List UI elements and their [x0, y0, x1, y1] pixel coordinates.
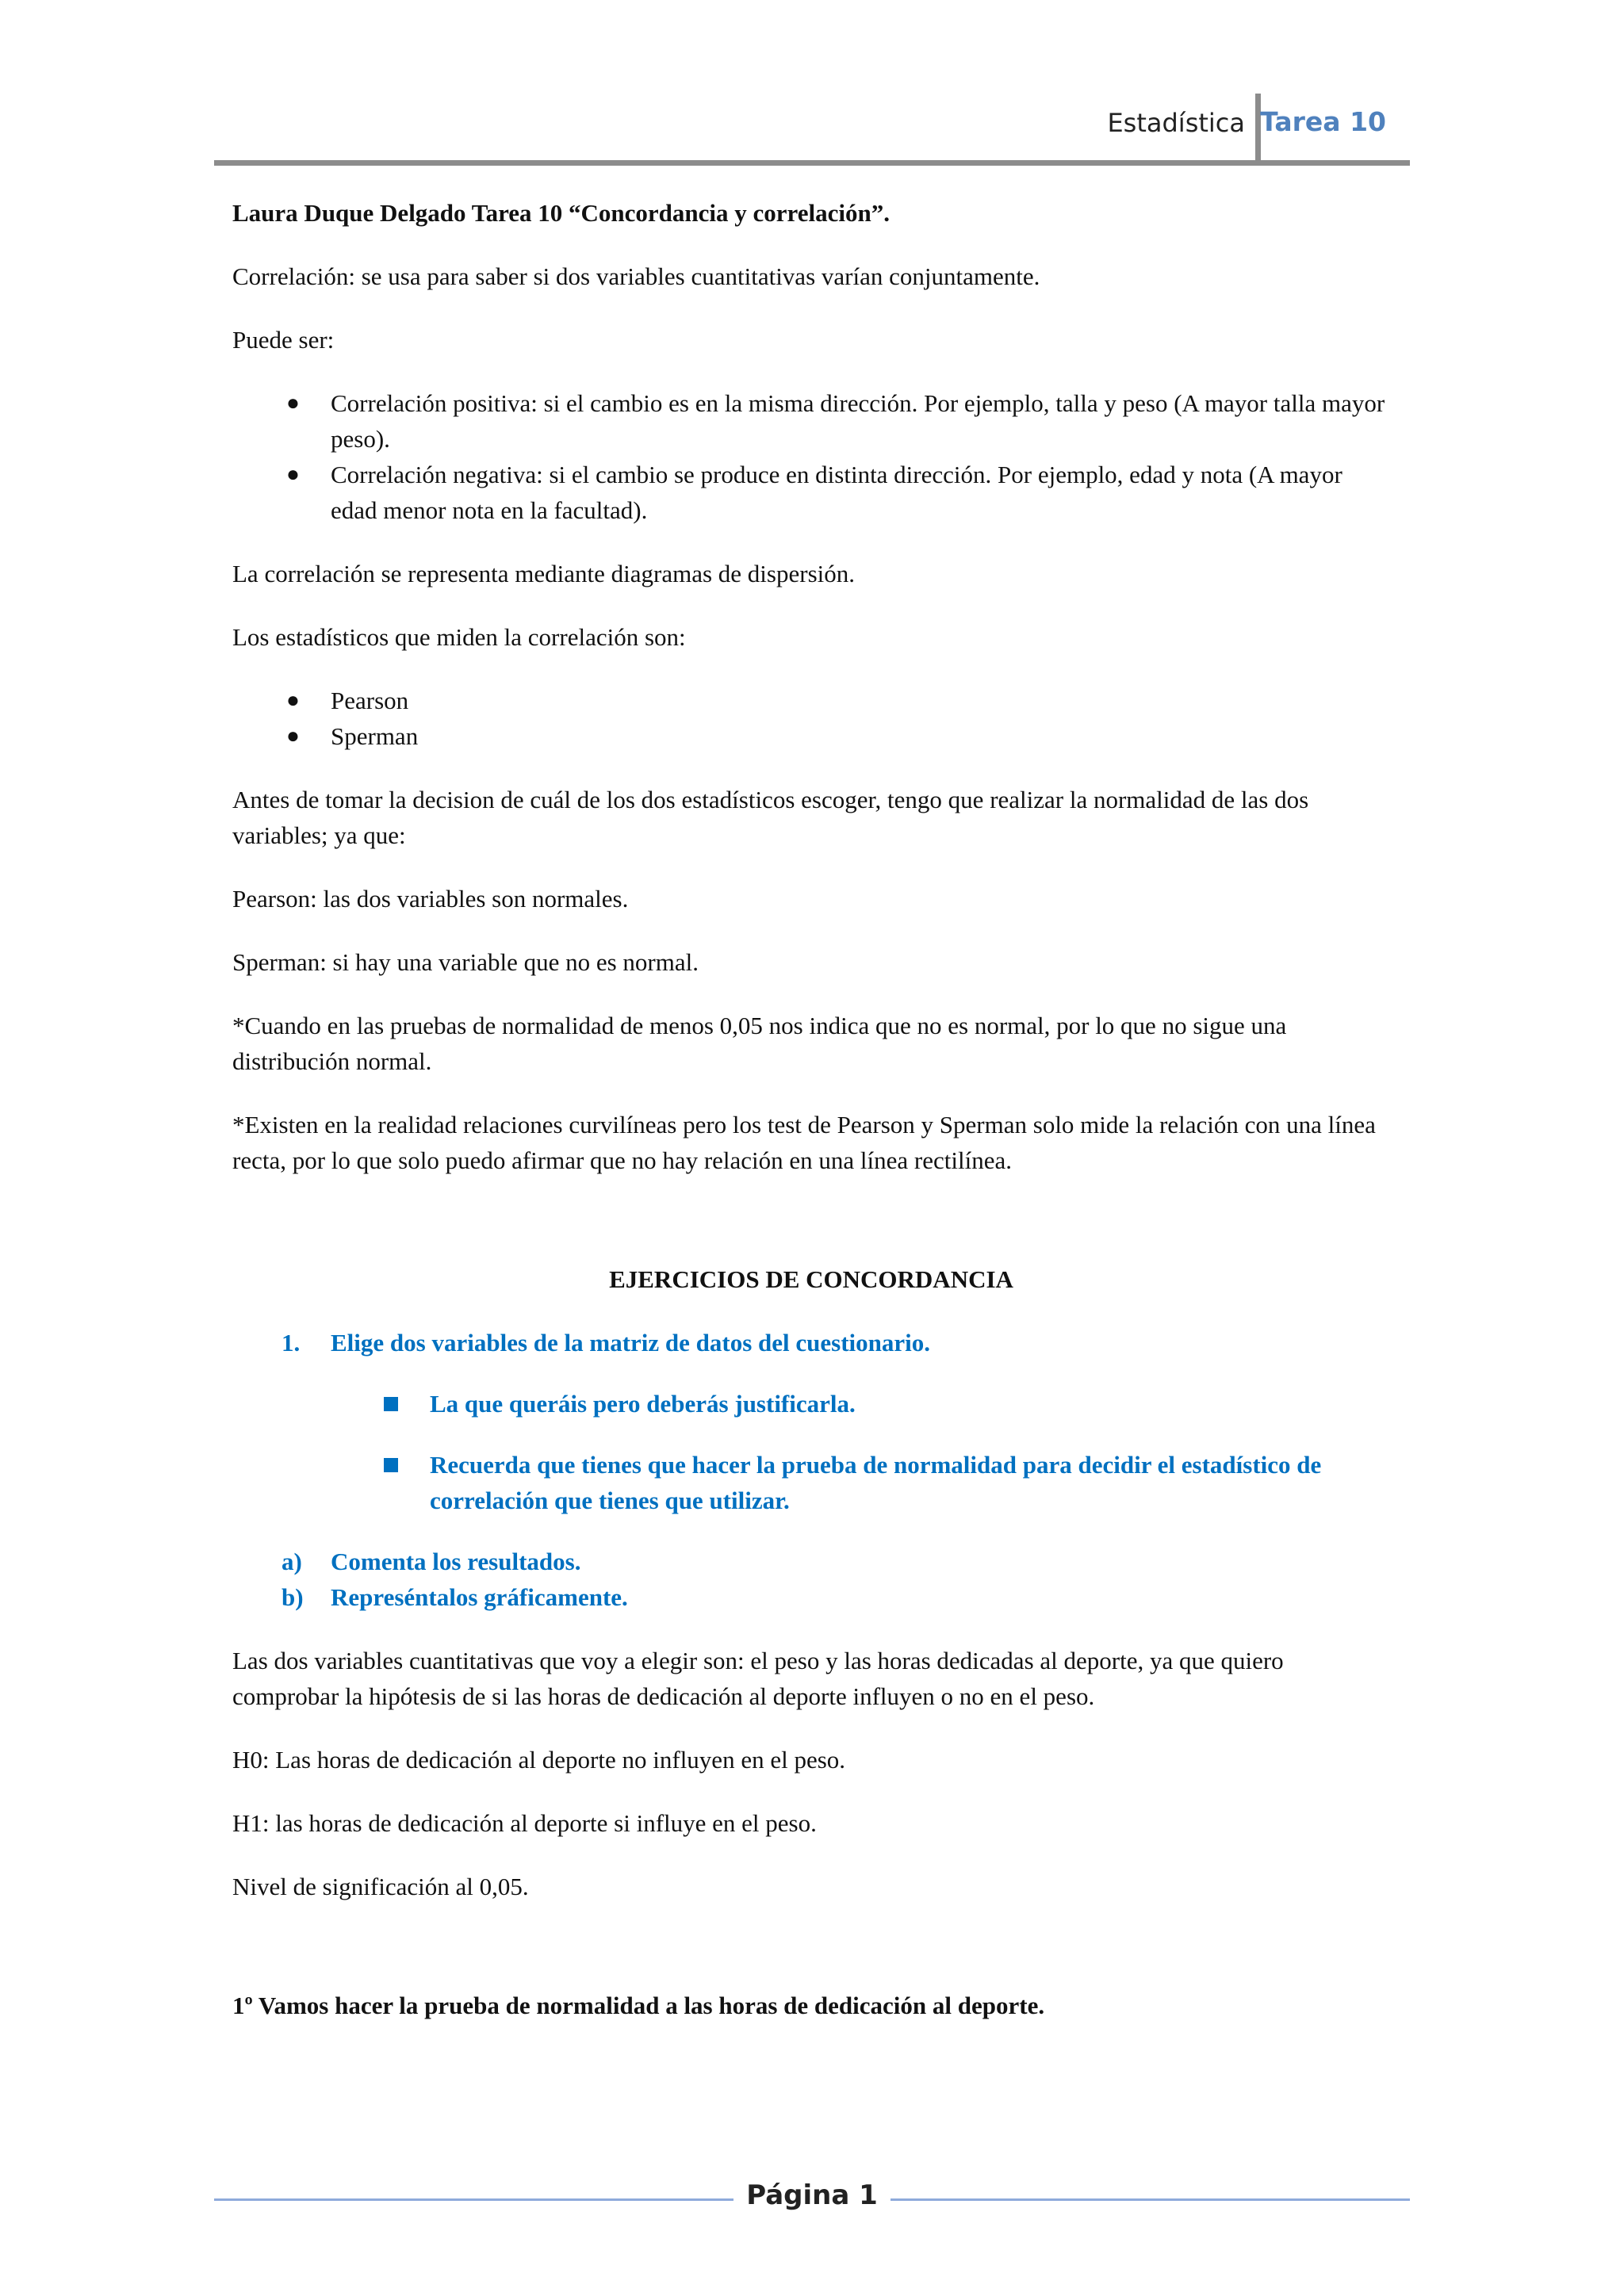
list-item: ● Correlación negativa: si el cambio se produce en distinta dirección. Por ejemplo, edad y nota (A mayor edad menor nota en la facultad).: [232, 457, 1390, 528]
bullet-icon: ●: [286, 391, 300, 415]
step-1-heading: 1º Vamos hacer la prueba de normalidad a las horas de dedicación al deporte.: [232, 1992, 1045, 2019]
bullet-icon: ●: [286, 688, 300, 713]
pearson-text: Pearson: las dos variables son normales.: [232, 885, 629, 913]
exercises-heading: EJERCICIOS DE CONCORDANCIA: [609, 1265, 1013, 1293]
footer-rule-right: [891, 2198, 1410, 2201]
document-title: Laura Duque Delgado Tarea 10 “Concordancia y correlación”.: [232, 199, 890, 227]
statistics-list: [232, 683, 1390, 754]
exercise-item-1: 1. Elige dos variables de la matriz de datos del cuestionario.: [282, 1329, 931, 1357]
dispersion-text: La correlación se representa mediante diagramas de dispersión.: [232, 560, 855, 587]
types-label: Puede ser:: [232, 326, 335, 354]
hypothesis-h1: H1: las horas de dedicación al deporte si influye en el peso.: [232, 1809, 817, 1837]
page-number: Página 1: [746, 2179, 878, 2211]
stats-label: Los estadísticos que miden la correlación son:: [232, 623, 686, 651]
page-header: [214, 94, 1410, 166]
exercise-item-b: b) Represéntalos gráficamente.: [282, 1583, 628, 1611]
note-normality: *Cuando en las pruebas de normalidad de menos 0,05 nos indica que no es normal, por lo que no sigue una distribución normal.: [232, 1012, 1287, 1075]
square-bullet-icon: [384, 1397, 398, 1411]
bullet-icon: ●: [286, 462, 300, 487]
footer-rule-left: [214, 2198, 733, 2201]
correlation-types-list: [232, 385, 1390, 528]
bullet-icon: ●: [286, 724, 300, 748]
correlation-definition: Correlación: se usa para saber si dos variables cuantitativas varían conjuntamente.: [232, 262, 1040, 290]
document-body: [232, 195, 1390, 2051]
exercise-subitem: La que queráis pero deberás justificarla.: [232, 1386, 1390, 1422]
note-curvilinear: *Existen en la realidad relaciones curvilíneas pero los test de Pearson y Sperman solo mide la relación con una línea recta, por lo que solo puedo afirmar que no hay relación en una línea rectilínea.: [232, 1111, 1376, 1174]
header-task: Tarea 10: [1260, 106, 1386, 137]
page-footer: [214, 2176, 1410, 2224]
header-subject: Estadística: [1107, 108, 1245, 138]
exercise-subitem: Recuerda que tienes que hacer la prueba de normalidad para decidir el estadístico de correlación que tienes que utilizar.: [232, 1447, 1390, 1518]
list-item: ● Sperman: [232, 718, 1390, 754]
exercise-item-a: a) Comenta los resultados.: [282, 1548, 581, 1575]
sperman-text: Sperman: si hay una variable que no es normal.: [232, 948, 699, 976]
list-item: ● Pearson: [232, 683, 1390, 718]
hypothesis-h0: H0: Las horas de dedicación al deporte no influyen en el peso.: [232, 1746, 846, 1774]
square-bullet-icon: [384, 1458, 398, 1472]
before-text: Antes de tomar la decision de cuál de los dos estadísticos escoger, tengo que realizar la normalidad de las dos variables; ya que:: [232, 786, 1309, 849]
list-item: ● Correlación positiva: si el cambio es en la misma dirección. Por ejemplo, talla y peso (A mayor talla mayor peso).: [232, 385, 1390, 457]
significance-level: Nivel de significación al 0,05.: [232, 1873, 529, 1900]
variable-choice: Las dos variables cuantitativas que voy a elegir son: el peso y las horas dedicadas al deporte, ya que quiero comprobar la hipótesis de si las horas de dedicación al deporte influyen o no en el peso.: [232, 1647, 1284, 1710]
